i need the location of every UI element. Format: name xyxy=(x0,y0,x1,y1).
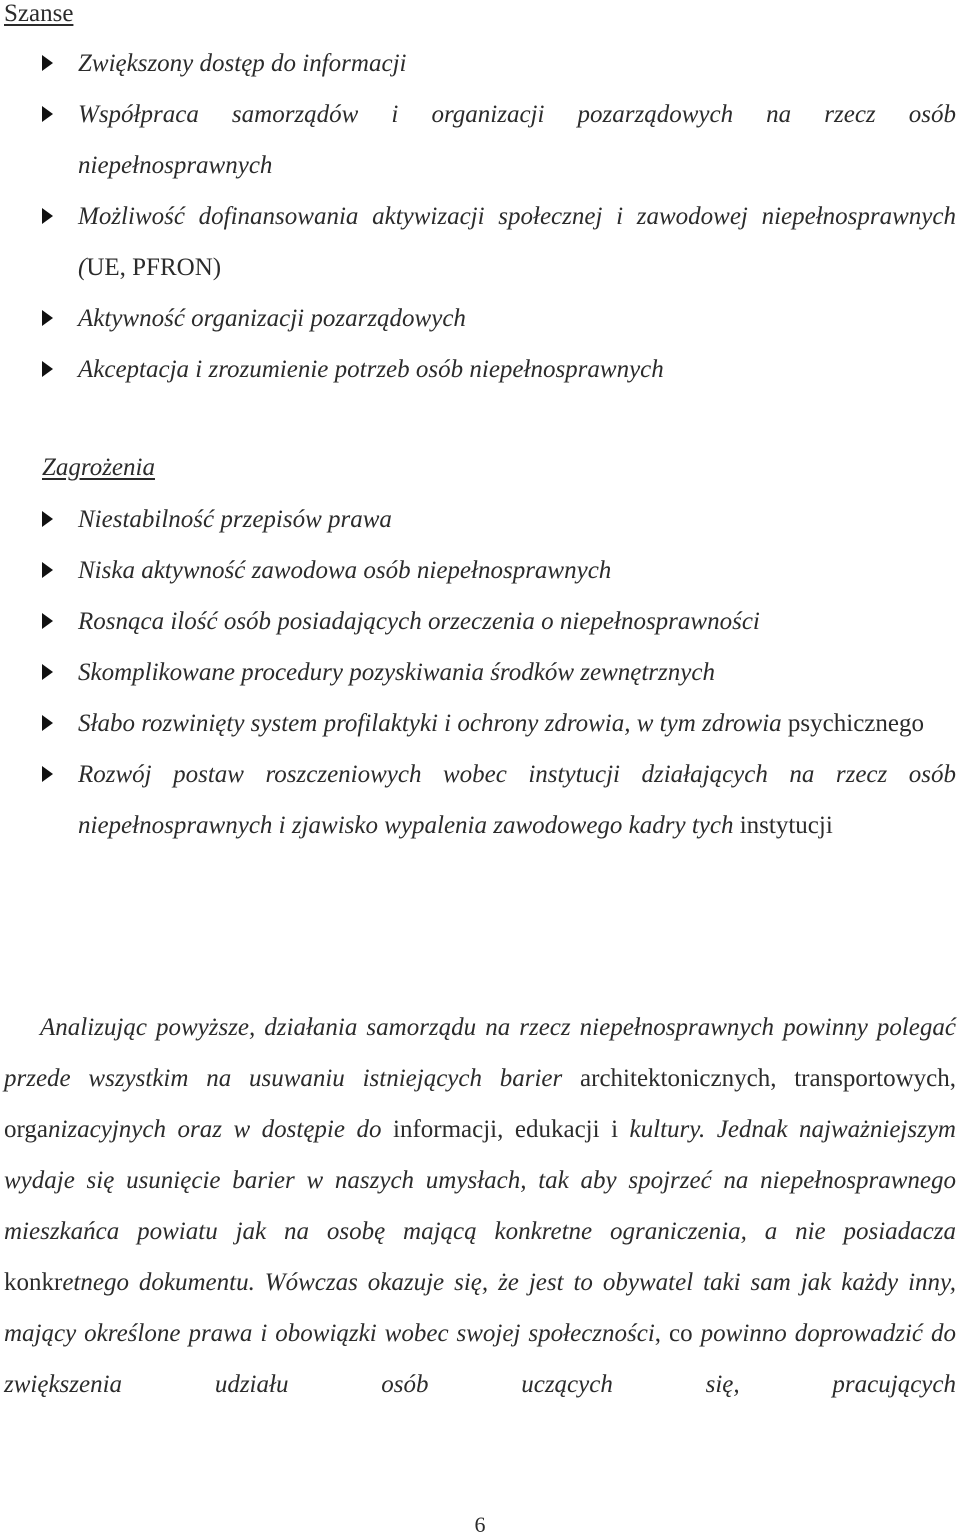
triangle-bullet-icon xyxy=(42,613,53,629)
list-item-text xyxy=(78,506,392,533)
page-number: 6 xyxy=(474,1512,486,1537)
text-run: Rosnąca ilość osób posiadających orzeczenia o niepełnosprawności xyxy=(78,608,760,635)
list-item xyxy=(0,191,960,293)
list-item xyxy=(0,698,960,749)
triangle-bullet-icon xyxy=(42,106,53,122)
text-run: etnego dokumentu. Wówczas okazuje się, że jest to obywatel taki sam jak każdy inny, mający określone prawa i obowiązki wobec swojej społeczności xyxy=(4,1269,956,1347)
opportunities-list xyxy=(0,38,960,395)
list-item xyxy=(0,89,960,191)
list-item-text xyxy=(78,305,466,332)
triangle-bullet-icon xyxy=(42,55,53,71)
opportunities-heading: Szanse xyxy=(4,0,74,27)
list-item-text xyxy=(78,50,406,77)
list-item xyxy=(0,494,960,545)
list-item-text xyxy=(78,203,956,281)
text-run: Skomplikowane procedury pozyskiwania środków zewnętrznych xyxy=(78,659,715,686)
text-run: UE, PFRON) xyxy=(86,254,222,281)
list-item-text xyxy=(78,356,664,383)
triangle-bullet-icon xyxy=(42,715,53,731)
text-run: Niestabilność przepisów prawa xyxy=(78,506,392,533)
text-run: Możliwość dofinansowania aktywizacji społecznej i zawodowej niepełnosprawnych ( xyxy=(78,203,956,281)
list-item xyxy=(0,596,960,647)
list-item xyxy=(0,293,960,344)
text-run: powinno doprowadzić do zwiększenia udziału osób uczących się, pracujących xyxy=(4,1320,957,1398)
list-item-text xyxy=(78,557,611,584)
triangle-bullet-icon xyxy=(42,310,53,326)
text-run: Analizując powyższe, działania samorządu na rzecz niepełnosprawnych powinny polegać przede wszystkim na usuwaniu istniejących barier xyxy=(4,1014,956,1092)
text-run: Współpraca samorządów i organizacji pozarządowych na rzecz osób niepełnosprawnych xyxy=(78,101,956,179)
text-run: Akceptacja i zrozumienie potrzeb osób niepełnosprawnych xyxy=(78,356,664,383)
list-item xyxy=(0,749,960,851)
text-run: co xyxy=(669,1320,693,1347)
text-run: Niska aktywność zawodowa osób niepełnosprawnych xyxy=(78,557,612,584)
text-run: architektonicznych, transportowych, orga xyxy=(4,1065,957,1143)
list-item-text xyxy=(78,608,760,635)
triangle-bullet-icon xyxy=(42,562,53,578)
list-item-text xyxy=(78,659,715,686)
triangle-bullet-icon xyxy=(42,361,53,377)
threats-list xyxy=(0,494,960,851)
text-run: informacji, edukacji i xyxy=(393,1116,630,1143)
analysis-paragraph xyxy=(4,1002,956,1410)
text-run: Rozwój postaw roszczeniowych wobec instytucji działających na rzecz osób niepełnosprawnych i zjawisko wypalenia zawodowego kadry tych xyxy=(78,761,956,839)
list-item xyxy=(0,38,960,89)
list-item-text xyxy=(78,710,924,737)
text-run: , xyxy=(654,1320,670,1347)
text-run: Słabo rozwinięty system profilaktyki i ochrony zdrowia, w tym zdrowia xyxy=(78,710,788,737)
text-run: nizacyjnych oraz w dostępie do xyxy=(47,1116,393,1143)
text-run: kultury. Jednak najważniejszym wydaje się usunięcie barier w naszych umysłach, tak aby spojrzeć na niepełnosprawnego mieszkańca powiatu jak na osobę mającą konkretne ograniczenia, a nie posiadacza xyxy=(4,1116,956,1245)
threats-heading: Zagrożenia xyxy=(42,454,155,481)
text-run: konkr xyxy=(4,1269,63,1296)
list-item xyxy=(0,344,960,395)
list-item-text xyxy=(78,101,956,179)
text-run: instytucji xyxy=(739,812,833,839)
triangle-bullet-icon xyxy=(42,766,53,782)
text-run: Aktywność organizacji pozarządowych xyxy=(78,305,466,332)
triangle-bullet-icon xyxy=(42,511,53,527)
list-item xyxy=(0,647,960,698)
list-item xyxy=(0,545,960,596)
list-item-text xyxy=(78,761,956,839)
text-run: Zwiększony dostęp do informacji xyxy=(78,50,407,77)
text-run: psychicznego xyxy=(787,710,924,737)
triangle-bullet-icon xyxy=(42,208,53,224)
triangle-bullet-icon xyxy=(42,664,53,680)
